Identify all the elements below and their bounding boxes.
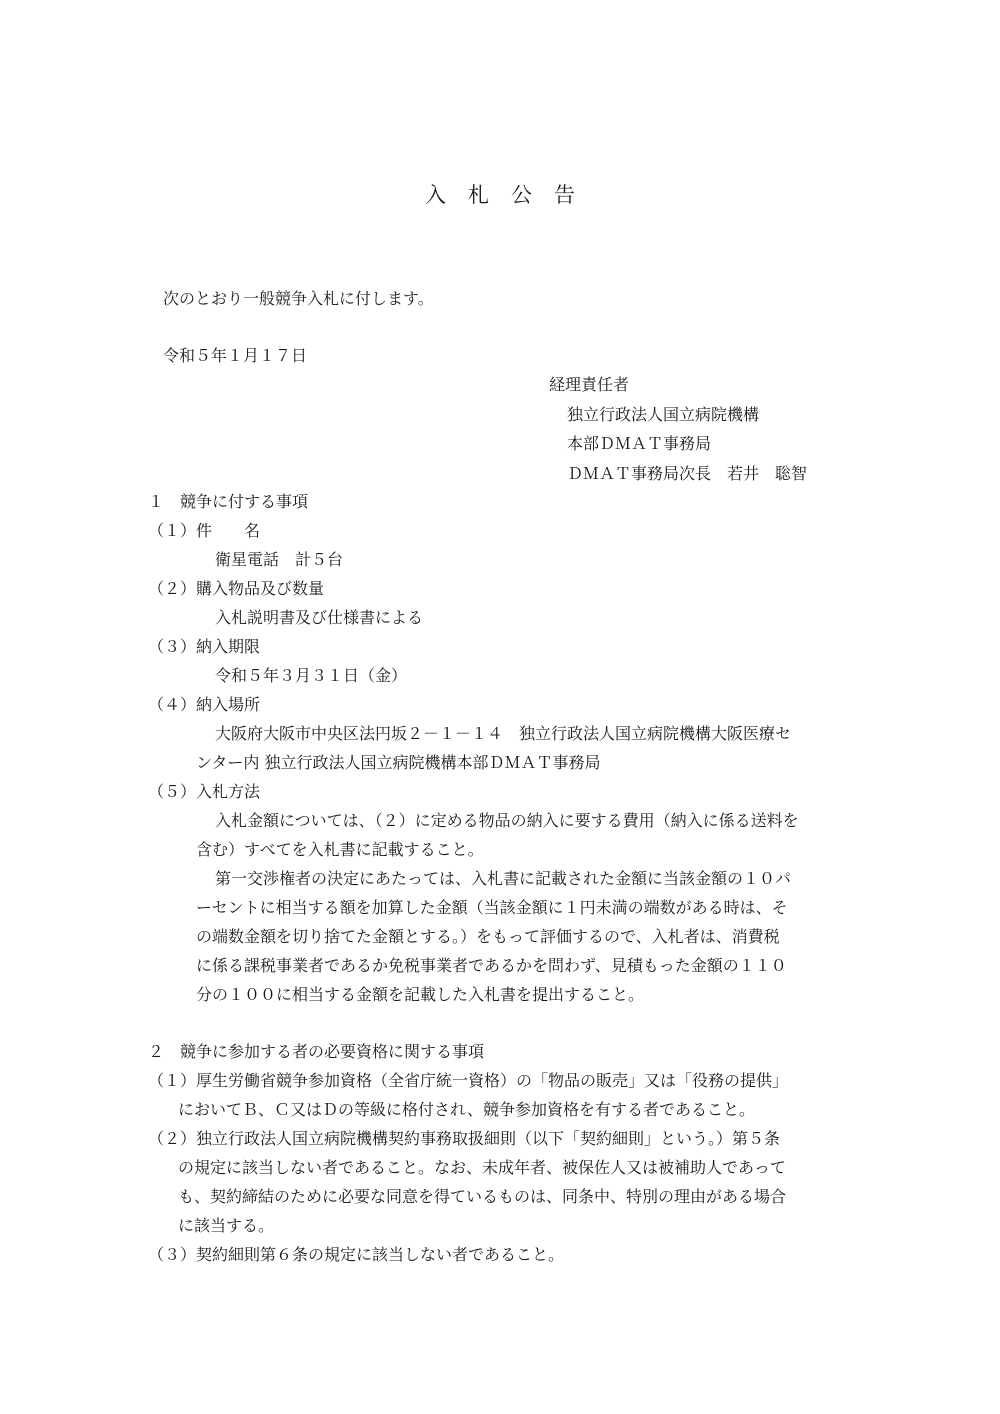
item-text: 衛星電話 計５台 bbox=[215, 550, 344, 569]
item-label: （２）購入物品及び数量 bbox=[148, 579, 325, 598]
item-text: に係る課税事業者であるか免税事業者であるかを問わず、見積もった金額の１１０ bbox=[196, 956, 787, 975]
item-text: 大阪府大阪市中央区法円坂２－１－１４ 独立行政法人国立病院機構大阪医療セ bbox=[215, 724, 792, 743]
signatory-office: 本部ＤＭＡＴ事務局 bbox=[567, 434, 712, 453]
item-label: （３）納入期限 bbox=[148, 637, 261, 656]
item-text: 含む）すべてを入札書に記載すること。 bbox=[196, 840, 484, 859]
item-text: （２）独立行政法人国立病院機構契約事務取扱細則（以下「契約細則」という。）第５条 bbox=[148, 1129, 781, 1148]
item-text: においてＢ、Ｃ又はＤの等級に格付され、競争参加資格を有する者であること。 bbox=[178, 1100, 755, 1119]
item-text: の規定に該当しない者であること。なお、未成年者、被保佐人又は被補助人であって bbox=[178, 1158, 786, 1177]
item-text: （１）厚生労働省競争参加資格（全省庁統一資格）の「物品の販売」又は「役務の提供」 bbox=[148, 1071, 789, 1090]
signatory-role: 経理責任者 bbox=[549, 375, 630, 394]
section-heading: ２ 競争に参加する者の必要資格に関する事項 bbox=[148, 1042, 485, 1061]
item-text: 令和５年３月３１日（金） bbox=[215, 666, 408, 685]
signatory-name: ＤＭＡＴ事務局次長 若井 聡智 bbox=[567, 464, 808, 483]
item-text: に該当する。 bbox=[178, 1216, 275, 1235]
item-label: （４）納入場所 bbox=[148, 695, 261, 714]
item-text: 入札金額については、（２）に定める物品の納入に要する費用（納入に係る送料を bbox=[215, 811, 799, 830]
section-heading: １ 競争に付する事項 bbox=[148, 492, 309, 511]
item-text: （３）契約細則第６条の規定に該当しない者であること。 bbox=[148, 1245, 565, 1264]
page-title: 入札公告 bbox=[425, 183, 597, 207]
item-label: （５）入札方法 bbox=[148, 782, 261, 801]
item-text: も、契約締結のために必要な同意を得ているものは、同条中、特別の理由がある場合 bbox=[178, 1187, 787, 1206]
item-text: 入札説明書及び仕様書による bbox=[215, 608, 424, 627]
item-text: 分の１００に相当する金額を記載した入札書を提出すること。 bbox=[196, 985, 645, 1004]
item-label: （１）件 名 bbox=[148, 521, 261, 540]
item-text: ーセントに相当する額を加算した金額（当該金額に１円未満の端数がある時は、そ bbox=[196, 898, 788, 917]
item-text: ンター内 独立行政法人国立病院機構本部ＤＭＡＴ事務局 bbox=[196, 753, 601, 772]
intro-text: 次のとおり一般競争入札に付します。 bbox=[163, 289, 434, 308]
notice-date: 令和５年１月１７日 bbox=[163, 346, 308, 365]
item-text: の端数金額を切り捨てた金額とする。）をもって評価するので、入札者は、消費税 bbox=[196, 927, 780, 946]
item-text: 第一交渉権者の決定にあたっては、入札書に記載された金額に当該金額の１０パ bbox=[215, 869, 792, 888]
signatory-org: 独立行政法人国立病院機構 bbox=[567, 405, 760, 424]
